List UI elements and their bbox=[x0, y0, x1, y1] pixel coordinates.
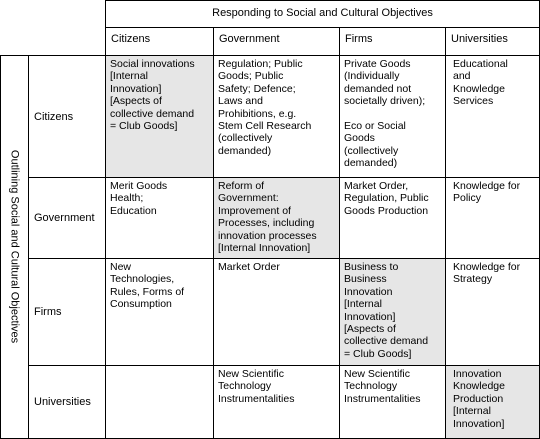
column-header-universities: Universities bbox=[451, 33, 508, 45]
cell-universities-universities: Innovation Knowledge Production [Internal Innovation] bbox=[453, 368, 505, 430]
cell-government-firms: Market Order, Regulation, Public Goods Production bbox=[344, 180, 429, 217]
grid-line bbox=[445, 27, 446, 439]
cell-universities-government: New Scientific Technology Instrumentalities bbox=[218, 368, 295, 405]
cell-government-universities: Knowledge for Policy bbox=[453, 180, 521, 205]
cell-firms-firms: Business to Business Innovation [Internal Innovation] [Aspects of collective demand = Club Goods] bbox=[344, 261, 429, 360]
grid-line bbox=[105, 0, 540, 1]
row-header-firms: Firms bbox=[34, 306, 62, 318]
grid-line bbox=[0, 55, 540, 56]
column-header-government: Government bbox=[219, 33, 280, 45]
row-header-citizens: Citizens bbox=[34, 111, 74, 123]
cell-firms-government: Market Order bbox=[218, 261, 280, 273]
side-header: Outlining Social and Cultural Objectives bbox=[8, 149, 21, 344]
row-header-universities: Universities bbox=[34, 396, 91, 408]
top-header: Responding to Social and Cultural Objectives bbox=[212, 7, 433, 19]
cell-government-citizens: Merit Goods Health; Education bbox=[110, 180, 168, 217]
cell-firms-universities: Knowledge for Strategy bbox=[453, 261, 521, 286]
cell-citizens-government: Regulation; Public Goods; Public Safety; Defence; Laws and Prohibitions, e.g. Stem Cell Research (collectively demanded) bbox=[218, 58, 312, 157]
cell-citizens-universities: Educational and Knowledge Services bbox=[453, 58, 508, 108]
cell-firms-citizens: New Technologies, Rules, Forms of Consumption bbox=[110, 261, 185, 311]
row-header-government: Government bbox=[34, 212, 95, 224]
cell-citizens-firms: Private Goods (Individually demanded not societally driven); Eco or Social Goods (collectively demanded) bbox=[344, 58, 426, 170]
grid-line bbox=[213, 27, 214, 439]
grid-line bbox=[0, 55, 1, 439]
cell-universities-firms: New Scientific Technology Instrumentalities bbox=[344, 368, 421, 405]
cell-citizens-citizens: Social innovations [Internal Innovation] [Aspects of collective demand = Club Goods] bbox=[110, 58, 195, 133]
grid-line bbox=[105, 0, 106, 439]
cell-government-government: Reform of Government: Improvement of Processes, including innovation processes [Internal Innovation] bbox=[218, 180, 317, 255]
grid-line bbox=[339, 27, 340, 439]
column-header-firms: Firms bbox=[345, 33, 373, 45]
grid-line bbox=[28, 55, 29, 439]
grid-line bbox=[105, 27, 540, 28]
column-header-citizens: Citizens bbox=[111, 33, 151, 45]
